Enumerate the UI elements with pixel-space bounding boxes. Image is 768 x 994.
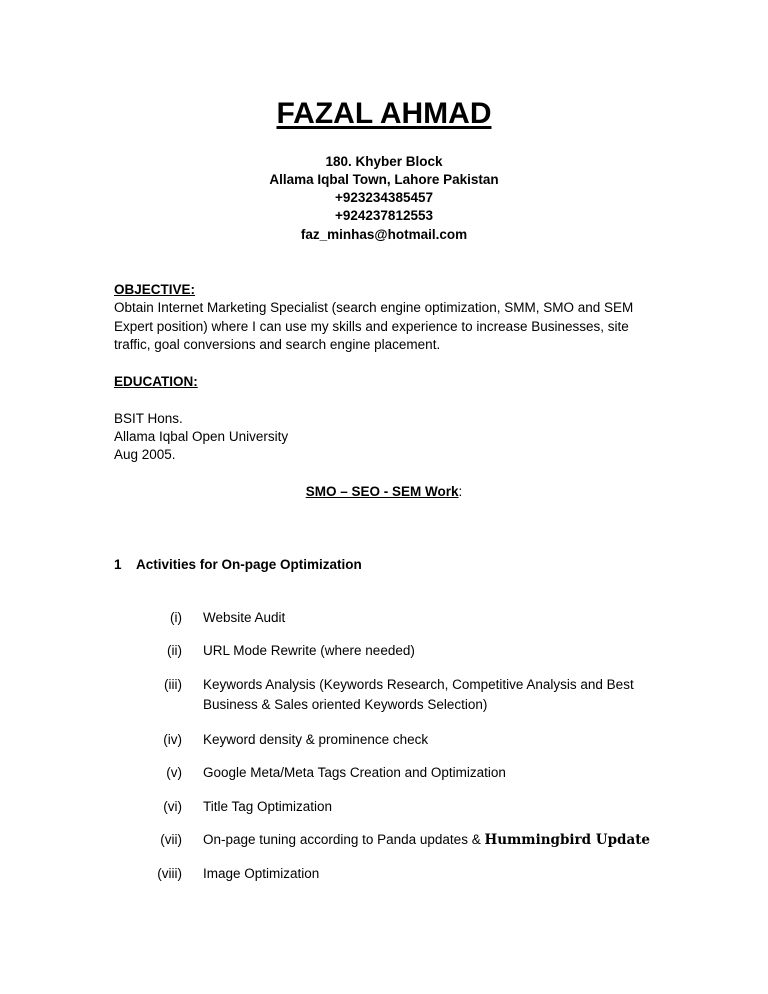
hummingbird-emphasis: Hummingbird Update bbox=[484, 832, 651, 848]
activities-title: Activities for On-page Optimization bbox=[136, 557, 362, 572]
list-item-marker: (v) bbox=[166, 765, 182, 780]
list-item-text: Image Optimization bbox=[203, 866, 320, 881]
phone-2: +924237812553 bbox=[335, 208, 433, 223]
education-heading: EDUCATION: bbox=[114, 374, 198, 389]
list-item-marker: (viii) bbox=[157, 866, 182, 881]
activities-heading bbox=[114, 557, 362, 572]
work-section-title bbox=[0, 484, 768, 499]
work-section-colon: : bbox=[458, 484, 463, 499]
list-item-marker: (vii) bbox=[160, 832, 182, 847]
work-section-title-text: SMO – SEO - SEM Work bbox=[305, 484, 459, 499]
list-item-text: Keywords Analysis (Keywords Research, Competitive Analysis and Best Business & Sales oriented Keywords Selection) bbox=[203, 677, 634, 712]
list-item-text-plain: On-page tuning according to Panda updates & bbox=[203, 832, 485, 847]
activities-number: 1 bbox=[114, 557, 122, 572]
list-item-text: Google Meta/Meta Tags Creation and Optimization bbox=[203, 765, 506, 780]
education-university: Allama Iqbal Open University bbox=[114, 429, 289, 444]
education-degree: BSIT Hons. bbox=[114, 411, 183, 426]
list-item-marker: (iv) bbox=[163, 732, 182, 747]
objective-heading: OBJECTIVE: bbox=[114, 282, 196, 297]
list-item-text: Keyword density & prominence check bbox=[203, 732, 429, 747]
list-item-marker: (i) bbox=[170, 610, 182, 625]
address-line-1: 180. Khyber Block bbox=[325, 154, 443, 169]
list-item-text: Website Audit bbox=[203, 610, 286, 625]
list-item-text: Title Tag Optimization bbox=[203, 799, 333, 814]
education-date: Aug 2005. bbox=[114, 447, 176, 462]
phone-1: +923234385457 bbox=[335, 190, 433, 205]
objective-text: Obtain Internet Marketing Specialist (search engine optimization, SMM, SMO and SEM Expert position) where I can use my skills and experience to increase Businesses, site traffic, goal conversions and search engine placement. bbox=[114, 300, 634, 352]
candidate-name: FAZAL AHMAD bbox=[276, 97, 492, 130]
list-item-text bbox=[203, 830, 663, 850]
address-line-2: Allama Iqbal Town, Lahore Pakistan bbox=[269, 172, 499, 187]
email: faz_minhas@hotmail.com bbox=[300, 227, 468, 242]
list-item-marker: (iii) bbox=[164, 677, 182, 692]
list-item-marker: (vi) bbox=[163, 799, 182, 814]
list-item-marker: (ii) bbox=[167, 643, 182, 658]
list-item-text: URL Mode Rewrite (where needed) bbox=[203, 643, 415, 658]
